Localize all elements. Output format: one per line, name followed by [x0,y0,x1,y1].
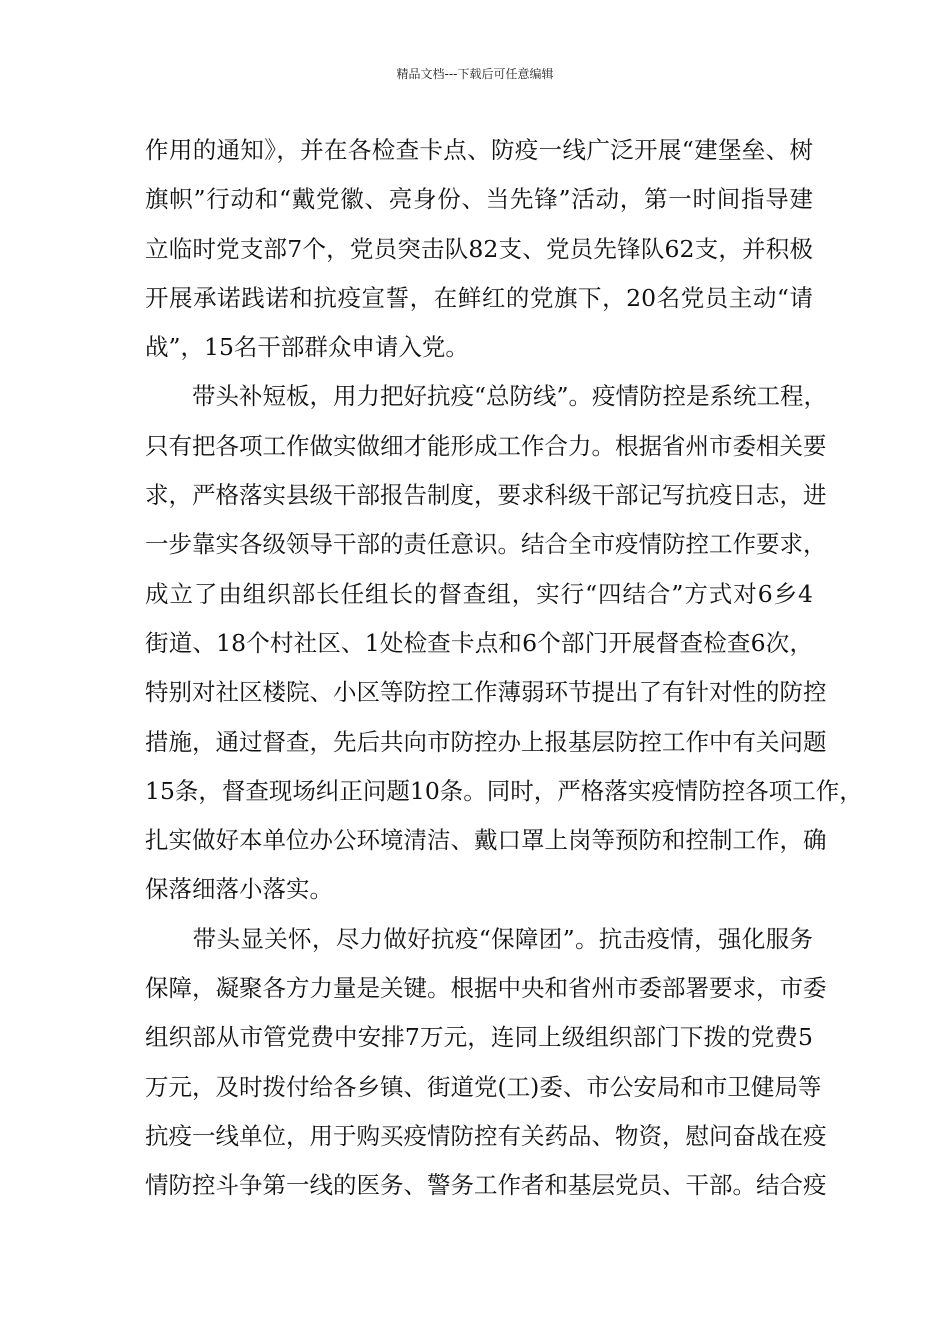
text-line: 抗疫一线单位，用于购买疫情防控有关药品、物资，慰问奋战在疫 [145,1121,827,1150]
document-body [145,126,863,1211]
text-line: 15条，督查现场纠正问题10条。同时，严格落实疫情防控各项工作， [145,776,863,805]
text-line: 保障，凝聚各方力量是关键。根据中央和省州市委部署要求，市委 [145,974,827,1003]
text-line: 措施，通过督查，先后共向市防控办上报基层防控工作中有关问题 [145,727,827,756]
text-line: 求，严格落实县级干部报告制度，要求科级干部记写抗疫日志，进 [145,481,827,510]
text-line: 一步靠实各级领导干部的责任意识。结合全市疫情防控工作要求， [145,530,827,559]
text-line: 带头显关怀，尽力做好抗疫“保障团”。抗击疫情，强化服务 [145,924,813,953]
text-line: 带头补短板，用力把好抗疫“总防线”。疫情防控是系统工程， [145,382,828,411]
text-line: 成立了由组织部长任组长的督查组，实行“四结合”方式对6乡4 [145,579,813,608]
text-line: 开展承诺践诺和抗疫宣誓，在鲜红的党旗下，20名党员主动“请 [145,283,813,312]
text-line: 旗帜”行动和“戴党徽、亮身份、当先锋”活动，第一时间指导建 [145,185,813,214]
text-line: 特别对社区楼院、小区等防控工作薄弱环节提出了有针对性的防控 [145,678,827,707]
text-line: 作用的通知》，并在各检查卡点、防疫一线广泛开展“建堡垒、树 [145,136,813,164]
paragraph-2 [145,372,863,914]
text-line: 组织部从市管党费中安排7万元，连同上级组织部门下拨的党费5 [145,1023,813,1052]
page-header: 精品文档---下载后可任意编辑 [396,67,554,81]
paragraph-3 [145,915,827,1211]
text-line: 只有把各项工作做实做细才能形成工作合力。根据省州市委相关要 [145,431,827,460]
text-line: 扎实做好本单位办公环境清洁、戴口罩上岗等预防和控制工作，确 [145,826,827,855]
text-line: 战”，15名干部群众申请入党。 [145,333,469,362]
text-line: 街道、18个村社区、1处检查卡点和6个部门开展督查检查6次， [145,628,813,657]
text-line: 立临时党支部7个，党员突击队82支、党员先锋队62支，并积极 [145,234,813,263]
text-line: 保落细落小落实。 [145,875,333,904]
paragraph-1 [145,126,813,372]
text-line: 情防控斗争第一线的医务、警务工作者和基层党员、干部。结合疫 [145,1171,827,1200]
text-line: 万元，及时拨付给各乡镇、街道党(工)委、市公安局和市卫健局等 [145,1072,822,1101]
